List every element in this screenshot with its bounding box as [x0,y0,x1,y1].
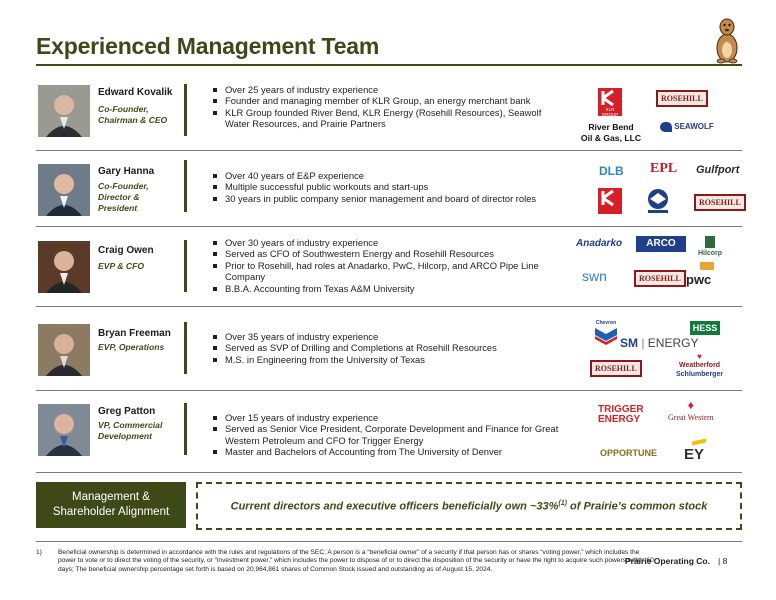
seawolf-logo [660,122,714,132]
bio-bullet: Over 30 years of industry experience [211,237,561,248]
headshot-craig-owen [38,241,90,293]
bio-bullet: KLR Group founded River Bend, KLR Energy (Rosehill Resources), Seawolf Water Resources, and Prairie Partners [211,107,561,130]
person-role: EVP & CFO [98,261,144,271]
statement-text: of Prairie’s common stock [566,500,708,513]
bio-bullet: Multiple successful public workouts and start-ups [211,181,561,192]
dlb-logo: DLB [599,164,624,178]
person-name: Greg Patton [98,406,156,417]
bio-bullet: Master and Bachelors of Accounting from The University of Denver [211,446,576,457]
bio-bullet: Served as CFO of Southwestern Energy and Rosehill Resources [211,248,561,259]
brand-name: Prairie Operating Co. [624,556,710,566]
row-accent-bar [184,240,187,292]
person-name: Gary Hanna [98,166,155,177]
great-western-logo [668,398,714,422]
bio-bullets [211,331,561,365]
hess-logo: HESS [690,321,720,335]
bio-bullet: Prior to Rosehill, had roles at Anadarko, PwC, Hilcorp, and ARCO Pipe Line Company [211,260,561,283]
bio-bullets [211,237,561,294]
row-accent-bar [184,322,187,374]
bio-bullet: Served as SVP of Drilling and Completions at Rosehill Resources [211,342,561,353]
rosehill-logo: ROSEHILL [634,270,686,287]
arco-logo: ARCO [636,236,686,252]
pwc-logo [686,272,711,287]
eagle-emblem-logo [644,188,672,214]
row-divider [36,150,742,151]
footnote [36,549,656,574]
klr-group-logo [598,88,622,116]
ey-logo [684,446,704,463]
row-divider [36,472,742,473]
prairie-dog-mascot-icon [709,14,745,64]
bio-bullet: Over 25 years of industry experience [211,84,561,95]
footnote-text: Beneficial ownership is determined in accordance with the rules and regulations of the SEC; A person is a “beneficial owner” of a security if that person has or shares “voting power,” which includes the power to vote or to direct the voting of the security, or “investment power,” which includes the power to dispose of or to direct the disposition of the security or have the right to acquire such powers within 60 days; The beneficial ownership percentage set forth is based on 20,964,861 shares of Common Stock issued and outstanding as of August 15, 2024. [58,549,654,573]
gulfport-logo: Gulfport [696,164,740,176]
weatherford-schlumberger-logo [676,352,723,379]
logo-text: ENERGY [647,336,699,350]
bio-bullets [211,84,561,130]
row-divider [36,390,742,391]
page-number: | 8 [718,556,728,566]
bio-bullet: Served as Senior Vice President, Corporate Development and Finance for Great Western Petroleum and CFO for Trigger Energy [211,423,576,446]
logo-text: Chevron [595,320,617,326]
swn-logo: swn [582,268,607,284]
rosehill-logo: ROSEHILL [590,360,642,377]
headshot-edward-kovalik [38,85,90,137]
pwc-mark-icon [700,262,714,270]
bio-bullet: Founder and managing member of KLR Group, an energy merchant bank [211,95,561,106]
chevron-mark-icon [593,326,619,346]
row-accent-bar [184,84,187,136]
row-accent-bar [184,160,187,212]
trigger-energy-logo: TRIGGER ENERGY [598,404,644,425]
logo-text: Weatherford [678,362,721,369]
statement-text: Current directors and executive officers beneficially own ~33% [230,500,559,513]
bio-bullet: B.B.A. Accounting from Texas A&M University [211,283,561,294]
bio-bullet: Over 40 years of E&P experience [211,170,561,181]
logo-text: SEAWOLF [674,122,714,132]
bio-bullet: 30 years in public company senior management and board of director roles [211,193,561,204]
rosehill-logo: ROSEHILL [656,90,708,107]
bio-bullets [211,412,576,458]
bio-bullet: Over 35 years of industry experience [211,331,561,342]
footnote-marker: (1) [558,499,567,507]
person-role: Co-Founder, Director & President [98,181,149,213]
headshot-bryan-freeman [38,324,90,376]
page-title: Experienced Management Team [36,33,380,59]
title-divider [36,64,742,66]
hilcorp-mark-icon [705,236,715,248]
bio-bullet: M.S. in Engineering from the University of Texas [211,354,561,365]
logo-text: Hilcorp [697,250,723,257]
row-divider [36,306,742,307]
row-accent-bar [184,403,187,455]
alignment-label-box [36,482,186,528]
headshot-greg-patton [38,404,90,456]
bio-bullets [211,170,561,204]
sm-energy-logo: SM | ENERGY [620,336,699,350]
epl-logo: EPL [650,161,678,176]
bio-bullet: Over 15 years of industry experience [211,412,576,423]
alignment-statement [231,500,708,513]
alignment-statement-box [196,482,742,530]
headshot-gary-hanna [38,164,90,216]
person-role: VP, Commercial Development [98,420,163,441]
rosehill-logo: ROSEHILL [694,194,746,211]
anadarko-logo: Anadarko [576,238,623,249]
logo-text: KLR GROUP [601,107,619,117]
chevron-logo [593,320,619,351]
footnote-number: 1) [36,549,42,556]
logo-text: Schlumberger [676,371,724,378]
heart-icon: ♥ [697,352,702,361]
logo-text: pwc [686,272,712,287]
person-role: Co-Founder, Chairman & CEO [98,104,168,125]
opportune-logo: OPPORTUNE [600,448,658,458]
person-name: Edward Kovalik [98,87,173,98]
wolf-icon [660,122,672,132]
klr-group-logo [598,188,622,214]
logo-text: Great Western [668,413,714,422]
person-role: EVP, Operations [98,342,165,352]
logo-text: EY [684,446,705,463]
footer-divider [36,541,742,542]
hilcorp-logo [695,236,725,257]
row-divider [36,226,742,227]
alignment-label: Management & Shareholder Alignment [52,491,170,518]
logo-text: SM [620,336,638,350]
flame-icon: ♦ [687,398,694,412]
person-name: Bryan Freeman [98,328,171,339]
ey-mark-icon [692,439,706,446]
person-name: Craig Owen [98,245,154,256]
river-bend-logo: River Bend Oil & Gas, LLC [580,122,642,143]
